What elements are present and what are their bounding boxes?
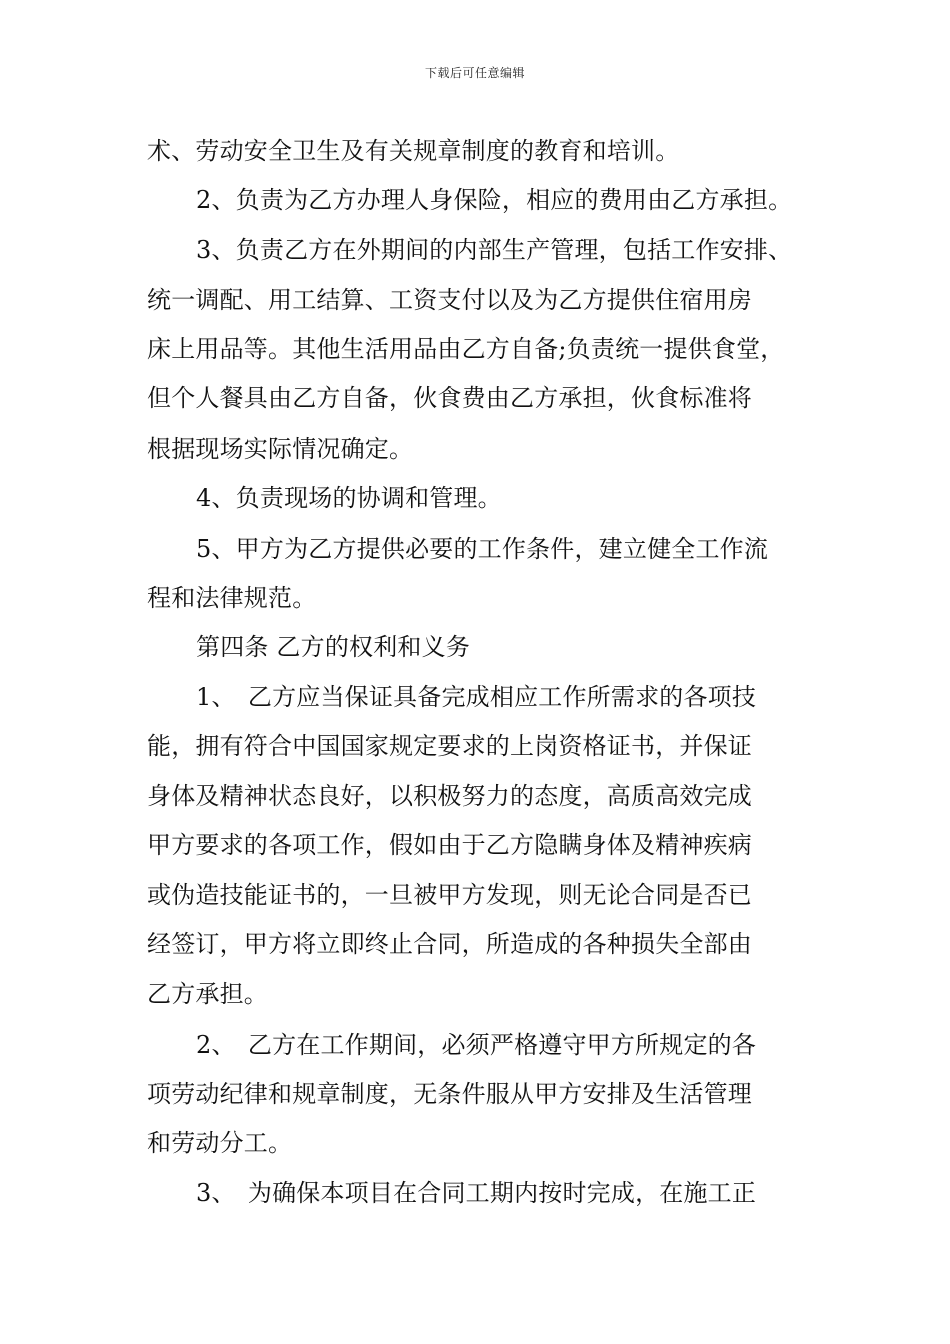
text-line: 2、 乙方在工作期间，必须严格遵守甲方所规定的各 xyxy=(196,1031,757,1059)
text-line: 身体及精神状态良好，以积极努力的态度，高质高效完成 xyxy=(147,782,752,810)
text-line: 甲方要求的各项工作，假如由于乙方隐瞒身体及精神疾病 xyxy=(147,831,752,859)
text-line: 3、负责乙方在外期间的内部生产管理，包括工作安排、 xyxy=(196,236,793,264)
text-line: 根据现场实际情况确定。 xyxy=(147,435,414,463)
page-header: 下载后可任意编辑 xyxy=(424,66,525,80)
text-line: 能，拥有符合中国国家规定要求的上岗资格证书，并保证 xyxy=(147,732,752,760)
text-line: 床上用品等。其他生活用品由乙方自备;负责统一提供食堂， xyxy=(147,335,785,363)
text-line: 5、甲方为乙方提供必要的工作条件，建立健全工作流 xyxy=(196,535,769,563)
text-line: 统一调配、用工结算、工资支付以及为乙方提供住宿用房 xyxy=(147,286,752,314)
text-line: 乙方承担。 xyxy=(147,980,268,1008)
section-heading: 第四条 乙方的权利和义务 xyxy=(196,633,471,661)
text-line: 2、负责为乙方办理人身保险，相应的费用由乙方承担。 xyxy=(196,186,793,214)
text-line: 项劳动纪律和规章制度，无条件服从甲方安排及生活管理 xyxy=(147,1080,752,1108)
text-line: 和劳动分工。 xyxy=(147,1129,293,1157)
text-line: 经签订，甲方将立即终止合同，所造成的各种损失全部由 xyxy=(147,930,752,958)
text-line: 1、 乙方应当保证具备完成相应工作所需求的各项技 xyxy=(196,683,757,711)
text-line: 3、 为确保本项目在合同工期内按时完成，在施工正 xyxy=(196,1179,757,1207)
text-line: 术、劳动安全卫生及有关规章制度的教育和培训。 xyxy=(147,137,680,165)
text-line: 程和法律规范。 xyxy=(147,584,317,612)
text-line: 4、负责现场的协调和管理。 xyxy=(196,484,502,512)
text-line: 或伪造技能证书的，一旦被甲方发现，则无论合同是否已 xyxy=(147,881,752,909)
text-line: 但个人餐具由乙方自备，伙食费由乙方承担，伙食标准将 xyxy=(147,384,752,412)
